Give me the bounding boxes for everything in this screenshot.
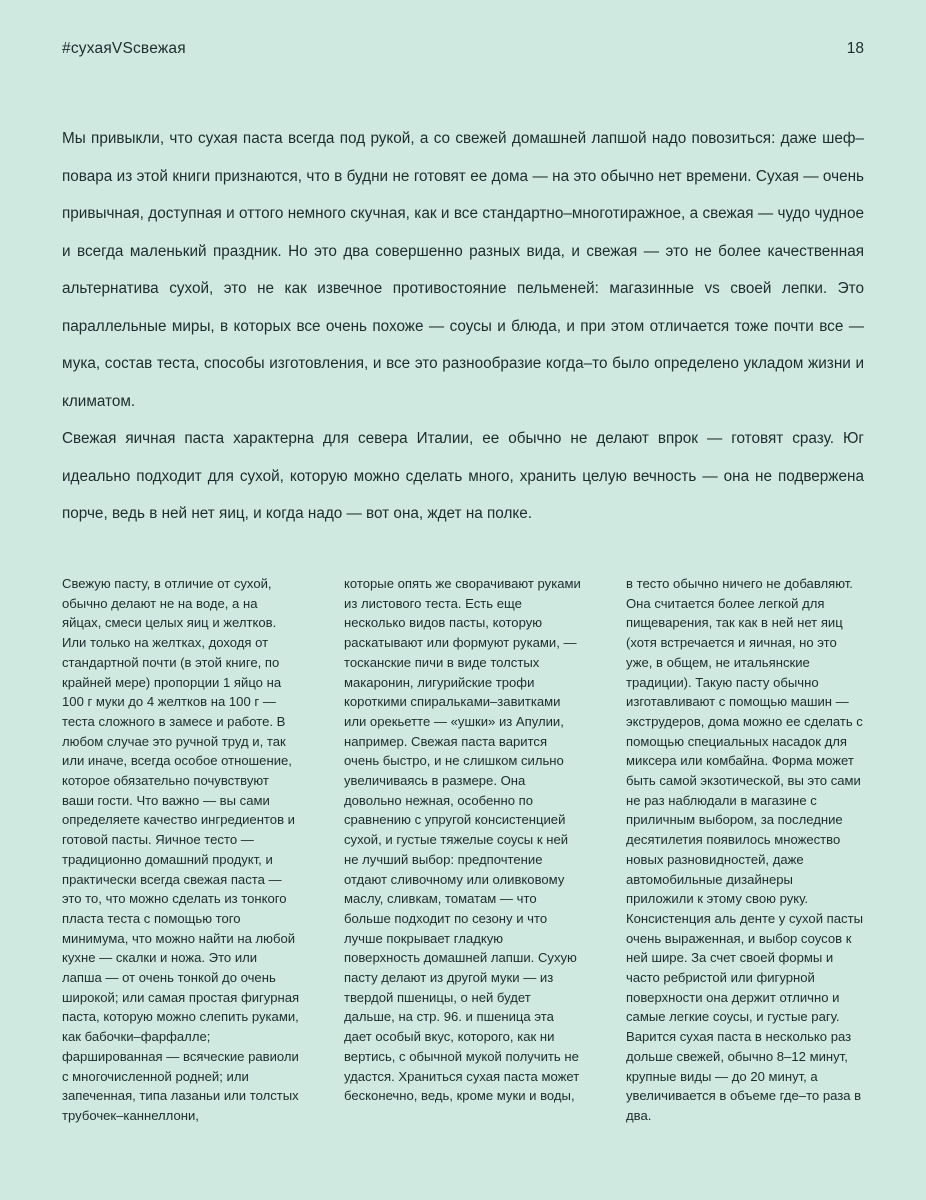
body-column-1 (62, 574, 300, 1126)
column-text: в тесто обычно ничего не добавляют. Она считается более легкой для пищеварения, так как в ней нет яиц (хотя встречается и яичная, но это уже, в общем, не итальянские традиции). Такую пасту обычно изготавливают с помощью машин — экструдеров, дома можно ее сделать с помощью специальных насадок для миксера или комбайна. Форма может быть самой экзотической, вы это сами не раз наблюдали в магазине с приличным выбором, за последние десятилетия появилось множество новых разновидностей, даже автомобильные дизайнеры приложили к этому свою руку. Консистенция аль денте у сухой пасты очень выраженная, и выбор соусов к ней шире. За счет своей формы и часто ребристой или фигурной поверхности она держит отлично и самые легкие соусы, и густые рагу. Варится сухая паста в несколько раз дольше свежей, обычно 8–12 минут, крупные виды — до 20 минут, а увеличивается в объеме где–то раза в два. (626, 576, 863, 1123)
page-number: 18 (846, 40, 864, 57)
column-text: Свежую пасту, в отличие от сухой, обычно делают не на воде, а на яйцах, смеси целых яиц и желтков. Или только на желтках, доходя от стандартной почти (в этой книге, по крайней мере) пропорции 1 яйцо на 100 г муки до 4 желтков на 100 г — теста сложного в замесе и работе. В любом случае это ручной труд и, так или иначе, всегда особое отношение, которое обязательно почувствуют ваши гости. Что важно — вы сами определяете качество ингредиентов и готовой пасты. Яичное тесто — традиционно домашний продукт, и практически всегда свежая паста — это то, что можно сделать из тонкого пласта теста с помощью того минимума, что можно найти на любой кухне — скалки и ножа. Это или лапша — от очень тонкой до очень широкой; или самая простая фигурная паста, которую можно слепить руками, как бабочки–фарфалле; фаршированная — всяческие равиоли с многочисленной родней; или запеченная, типа лазаньи или толстых трубочек–каннеллони, (62, 576, 300, 1123)
chapter-hashtag: #сухаяVSсвежая (62, 40, 186, 57)
body-column-2 (344, 574, 582, 1126)
intro-paragraph-2: Свежая яичная паста характерна для севера Италии, ее обычно не делают впрок — готовят сразу. Юг идеально подходит для сухой, которую можно сделать много, хранить целую вечность — она не подвержена порче, ведь в ней нет яиц, и когда надо — вот она, ждет на полке. (62, 430, 864, 522)
intro-section (62, 120, 864, 533)
intro-paragraph-1: Мы привыкли, что сухая паста всегда под рукой, а со свежей домашней лапшой надо повозиться: даже шеф–повара из этой книги признаются, что в будни не готовят ее дома — на это обычно нет времени. Сухая — очень привычная, доступная и оттого немного скучная, как и все стандартно–многотиражное, а свежая — чудо чудное и всегда маленький праздник. Но это два совершенно разных вида, и свежая — это не более качественная альтернатива сухой, это не как извечное противостояние пельменей: магазинные vs своей лепки. Это параллельные миры, в которых все очень похоже — соусы и блюда, и при этом отличается тоже почти все — мука, состав теста, способы изготовления, и все это разнообразие когда–то было определено укладом жизни и климатом. (62, 130, 864, 410)
body-columns (62, 574, 864, 1126)
body-column-3 (626, 574, 864, 1126)
page-header (62, 40, 864, 58)
column-text: которые опять же сворачивают руками из листового теста. Есть еще несколько видов пасты, которую раскатывают или формуют руками, — тосканские пичи в виде толстых макаронин, лигурийские трофи короткими спиральками–завитками или орекьетте — «ушки» из Апулии, например. Свежая паста варится очень быстро, и не слишком сильно увеличиваясь в размере. Она довольно нежная, особенно по сравнению с упругой консистенцией сухой, и густые тяжелые соусы к ней не лучший выбор: предпочтение отдают сливочному или оливковому маслу, сливкам, томатам — что больше подходит по сезону и что лучше покрывает гладкую поверхность домашней лапши. Сухую пасту делают из другой муки — из твердой пшеницы, о ней будет дальше, на стр. 96. и пшеница эта дает особый вкус, которого, как ни вертись, с обычной мукой получить не удастся. Храниться сухая паста может бесконечно, ведь, кроме муки и воды, (344, 576, 581, 1104)
